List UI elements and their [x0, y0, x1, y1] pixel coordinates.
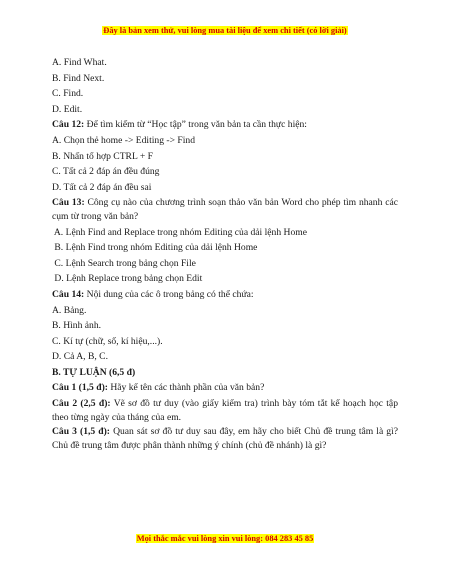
question-number: Câu 2 (2,5 đ):: [52, 398, 111, 410]
answer-option: D. Tất cả 2 đáp án đều sai: [52, 181, 152, 193]
contact-footer: [0, 534, 450, 543]
question-number: Câu 13:: [52, 197, 85, 209]
essay-question-3: [52, 425, 398, 452]
question-14: [52, 287, 398, 303]
question-13: [52, 196, 398, 223]
answer-option: C. Kí tự (chữ, số, kí hiệu,...).: [52, 335, 163, 347]
question-12: [52, 117, 398, 133]
answer-option: C. Tất cả 2 đáp án đều đúng: [52, 166, 160, 178]
preview-notice: [0, 26, 450, 35]
contact-footer-text: Mọi thắc mắc vui lòng xin vui lòng: 084 283 45 85: [136, 534, 314, 543]
answer-option: B. Lệnh Find trong nhóm Editing của dải lệnh Home: [52, 242, 258, 254]
question-text: Vẽ sơ đồ tư duy (vào giấy kiểm tra) trình bày tóm tắt kế hoạch học tập theo từng ngày của tháng của em.: [52, 398, 398, 423]
essay-question-1: [52, 380, 398, 396]
answer-option: C. Lệnh Search trong bảng chọn File: [52, 257, 196, 269]
answer-option: A. Chọn thẻ home -> Editing -> Find: [52, 134, 195, 146]
answer-option: D. Lệnh Replace trong bảng chọn Edit: [52, 273, 203, 285]
answer-option: D. Edit.: [52, 103, 83, 115]
answer-option: A. Lệnh Find and Replace trong nhóm Editing của dải lệnh Home: [52, 226, 307, 238]
answer-option: B. Nhấn tổ hợp CTRL + F: [52, 150, 154, 162]
answer-option: A. Find What.: [52, 57, 107, 68]
question-number: Câu 1 (1,5 đ):: [52, 382, 108, 394]
answer-option: C. Find.: [52, 88, 84, 100]
answer-option: A. Bảng.: [52, 304, 87, 316]
answer-option: B. Find Next.: [52, 72, 105, 84]
question-number: Câu 14:: [52, 288, 85, 300]
essay-question-2: [52, 397, 398, 424]
document-body: [52, 55, 398, 453]
question-text: Nội dung của các ô trong bảng có thể chứa:: [84, 288, 254, 300]
question-text: Quan sát sơ đồ tư duy sau đây, em hãy cho biết Chủ đề trung tâm là gì? Chủ đề trung tâm được phân thành những ý chính (chủ đề nhánh) là gì?: [52, 426, 398, 451]
section-heading: B. TỰ LUẬN (6,5 đ): [52, 366, 136, 378]
preview-notice-text: Đây là bản xem thử, vui lòng mua tài liệu để xem chi tiết (có lời giải): [103, 26, 347, 35]
question-text: Công cụ nào của chương trình soạn thảo văn bản Word cho phép tìm nhanh các cụm từ trong văn bản?: [52, 197, 398, 222]
answer-option: D. Cả A, B, C.: [52, 351, 108, 363]
question-number: Câu 3 (1,5 đ):: [52, 426, 110, 438]
question-text: Để tìm kiếm từ “Học tập” trong văn bản ta cần thực hiện:: [84, 119, 307, 131]
question-text: Hãy kể tên các thành phần của văn bản?: [107, 382, 265, 394]
question-number: Câu 12:: [52, 119, 85, 131]
answer-option: B. Hình ảnh.: [52, 320, 102, 332]
